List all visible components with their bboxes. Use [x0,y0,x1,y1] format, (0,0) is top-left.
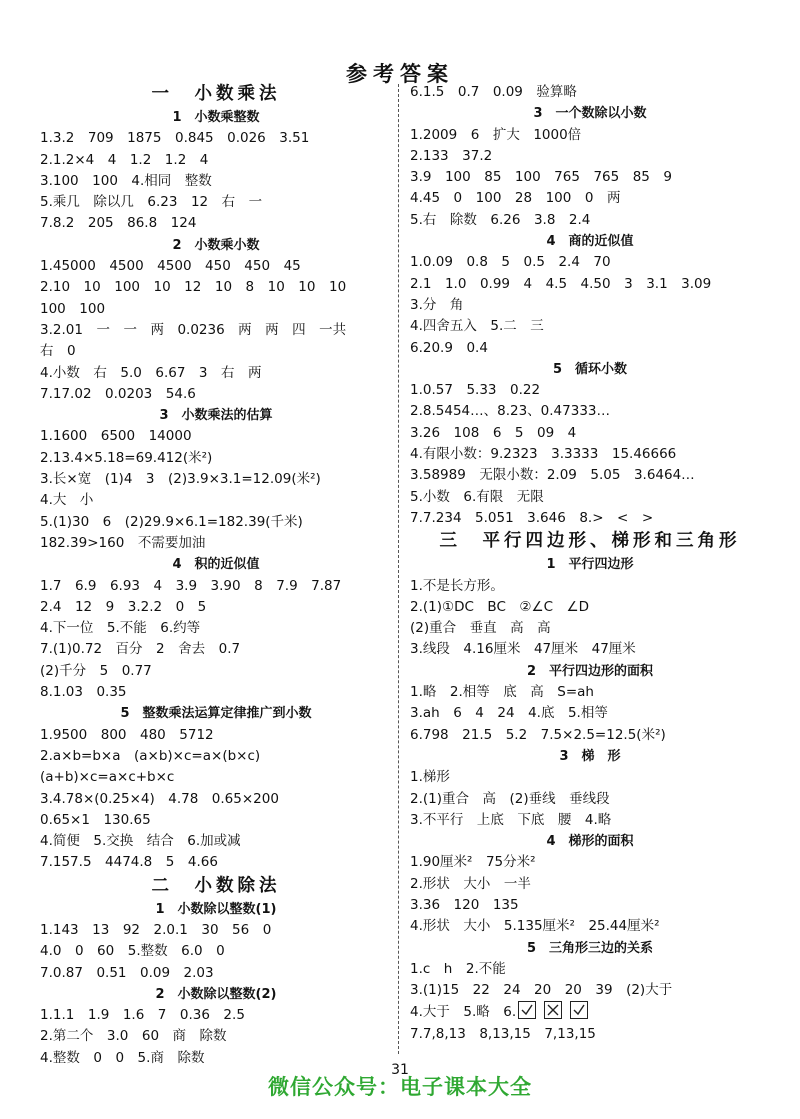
answer-line: 4.整数 0 0 5.商 除数 [40,1049,205,1066]
section-heading: 4 积的近似值 [172,557,260,573]
answer-line: (2)重合 垂直 高 高 [410,620,551,637]
section-heading: 4 梯形的面积 [546,834,634,850]
answer-line: 4.45 0 100 28 100 0 两 [410,190,621,207]
answer-line: 2.a×b=b×a (a×b)×c=a×(b×c) [40,747,261,764]
answer-line: 6.798 21.5 5.2 7.5×2.5=12.5(米²) [410,726,666,743]
answer-line: (a+b)×c=a×c+b×c [40,769,175,786]
section-heading: 5 三角形三边的关系 [526,940,654,956]
answer-line: 6.20.9 0.4 [410,339,488,356]
answer-text: 4.大于 5.略 6. [410,1004,517,1021]
answer-line: 3.ah 6 4 24 4.底 5.相等 [410,705,608,722]
answer-line: 4.形状 大小 5.135厘米² 25.44厘米² [410,918,660,935]
answer-line: 2.(1)重合 高 (2)垂线 垂线段 [410,790,610,807]
answer-line: 0.65×1 130.65 [40,811,151,828]
answer-line: 8.1.03 0.35 [40,684,127,701]
checkbox-cross-icon [544,1001,562,1019]
answer-line: 2.1.2×4 4 1.2 1.2 4 [40,151,209,168]
chapter-heading: 一 小数乘法 [151,84,281,104]
answer-line: 右 0 [40,343,76,360]
answer-line: 3.(1)15 22 24 20 20 39 (2)大于 [410,982,673,999]
chapter-heading: 三 平行四边形、梯形和三角形 [439,531,741,552]
section-heading: 1 平行四边形 [546,557,634,573]
answer-line: 182.39>160 不需要加油 [40,534,206,551]
answer-line: 1.7 6.9 6.93 4 3.9 3.90 8 7.9 7.87 [40,577,342,594]
answer-line: 5.小数 6.有限 无限 [410,488,544,505]
answer-line: 1.143 13 92 2.0.1 30 56 0 [40,921,272,938]
answer-line: 5.(1)30 6 (2)29.9×6.1=182.39(千米) [40,513,303,530]
answer-line: 2.第二个 3.0 60 商 除数 [40,1028,227,1045]
column-divider [398,84,399,1054]
answer-line: 3.36 120 135 [410,896,519,913]
checkbox-check-icon [570,1001,588,1019]
section-heading: 1 小数乘整数 [172,110,260,125]
left-answer-column [40,82,392,1069]
section-heading: 4 商的近似值 [546,234,634,250]
answer-line: 4.简便 5.交换 结合 6.加或减 [40,833,241,850]
answer-line: 2.4 12 9 3.2.2 0 5 [40,598,207,615]
answer-line: 2.10 10 100 10 12 10 8 10 10 10 [40,279,347,296]
answer-line: 3.58989 无限小数：2.09 5.05 3.6464… [410,467,695,484]
answer-line: 7.157.5 4474.8 5 4.66 [40,854,218,871]
section-heading: 1 小数除以整数(1) [155,901,277,917]
answer-line: 1.略 2.相等 底 高 S=ah [410,684,594,701]
section-heading: 3 一个数除以小数 [533,106,647,122]
answer-line: 7.7.234 5.051 3.646 8.> < > [410,509,654,526]
answer-line: 4.四舍五入 5.二 三 [410,318,544,335]
page-title: 参考答案 [346,61,454,86]
answer-line: 3.2.01 一 一 两 0.0236 两 两 四 一共 [40,321,347,338]
answer-line: 2.(1)①DC BC ②∠C ∠D [410,598,590,615]
answer-line: 3.9 100 85 100 765 765 85 9 [410,169,672,186]
answer-line: 2.13.4×5.18=69.412(米²) [40,449,213,466]
footer-watermark: 微信公众号：电子课本大全 [268,1075,532,1099]
answer-line: 1.90厘米² 75分米² [410,854,536,871]
answer-line: (2)千分 5 0.77 [40,662,152,679]
section-heading: 5 整数乘法运算定律推广到小数 [120,706,312,722]
answer-line: 1.0.09 0.8 5 0.5 2.4 70 [410,254,611,271]
answer-line: 1.c h 2.不能 [410,960,506,977]
answer-line: 3.不平行 上底 下底 腰 4.略 [410,811,612,828]
answer-line: 1.1600 6500 14000 [40,428,192,445]
answer-line: 3.分 角 [410,296,464,313]
answer-line: 100 100 [40,300,106,317]
answer-line: 2.1 1.0 0.99 4 4.5 4.50 3 3.1 3.09 [410,275,712,292]
answer-line: 4.小数 右 5.0 6.67 3 右 两 [40,364,262,381]
answer-line: 7.7,8,13 8,13,15 7,13,15 [410,1025,596,1042]
answer-line: 2.133 37.2 [410,147,493,164]
answer-line: 4.有限小数：9.2323 3.3333 15.46666 [410,446,677,463]
answer-line: 1.9500 800 480 5712 [40,726,214,743]
section-heading: 3 梯 形 [559,748,621,764]
answer-line: 1.不是长方形。 [410,577,504,594]
answer-line: 1.梯形 [410,769,450,786]
section-heading: 2 小数乘小数 [172,237,260,253]
answer-line: 3.4.78×(0.25×4) 4.78 0.65×200 [40,790,279,807]
answer-line: 3.线段 4.16厘米 47厘米 47厘米 [410,641,636,658]
checkbox-check-icon [518,1001,536,1019]
answer-line: 3.100 100 4.相同 整数 [40,172,212,189]
right-answer-column [410,82,770,1045]
answer-line: 2.形状 大小 一半 [410,875,531,892]
answer-line: 3.长×宽 (1)4 3 (2)3.9×3.1=12.09(米²) [40,471,321,488]
section-heading: 2 小数除以整数(2) [155,986,277,1002]
answer-line: 7.(1)0.72 百分 2 舍去 0.7 [40,641,241,658]
answer-line: 5.右 除数 6.26 3.8 2.4 [410,211,591,228]
answer-line: 4.大 小 [40,492,94,509]
section-heading: 5 循环小数 [552,361,628,377]
answer-line: 2.8.5454…、8.23、0.47333… [410,403,611,420]
answer-line: 1.2009 6 扩大 1000倍 [410,126,582,143]
answer-line: 4.下一位 5.不能 6.约等 [40,620,201,637]
answer-line [410,1001,770,1023]
section-heading: 2 平行四边形的面积 [526,663,654,679]
answer-line: 1.0.57 5.33 0.22 [410,382,541,399]
answer-line: 1.3.2 709 1875 0.845 0.026 3.51 [40,130,310,147]
answer-line: 1.45000 4500 4500 450 450 45 [40,258,301,275]
answer-line: 7.0.87 0.51 0.09 2.03 [40,964,214,981]
answer-line: 1.1.1 1.9 1.6 7 0.36 2.5 [40,1007,245,1024]
page-number: 31 [391,1062,409,1078]
chapter-heading: 二 小数除法 [151,875,281,896]
answer-line: 7.17.02 0.0203 54.6 [40,385,196,402]
section-heading: 3 小数乘法的估算 [159,408,273,424]
answer-line: 5.乘几 除以几 6.23 12 右 一 [40,194,263,211]
answer-line: 6.1.5 0.7 0.09 验算略 [410,84,577,100]
answer-line: 4.0 0 60 5.整数 6.0 0 [40,943,225,960]
answer-line: 7.8.2 205 86.8 124 [40,215,197,232]
answer-line: 3.26 108 6 5 09 4 [410,424,577,441]
